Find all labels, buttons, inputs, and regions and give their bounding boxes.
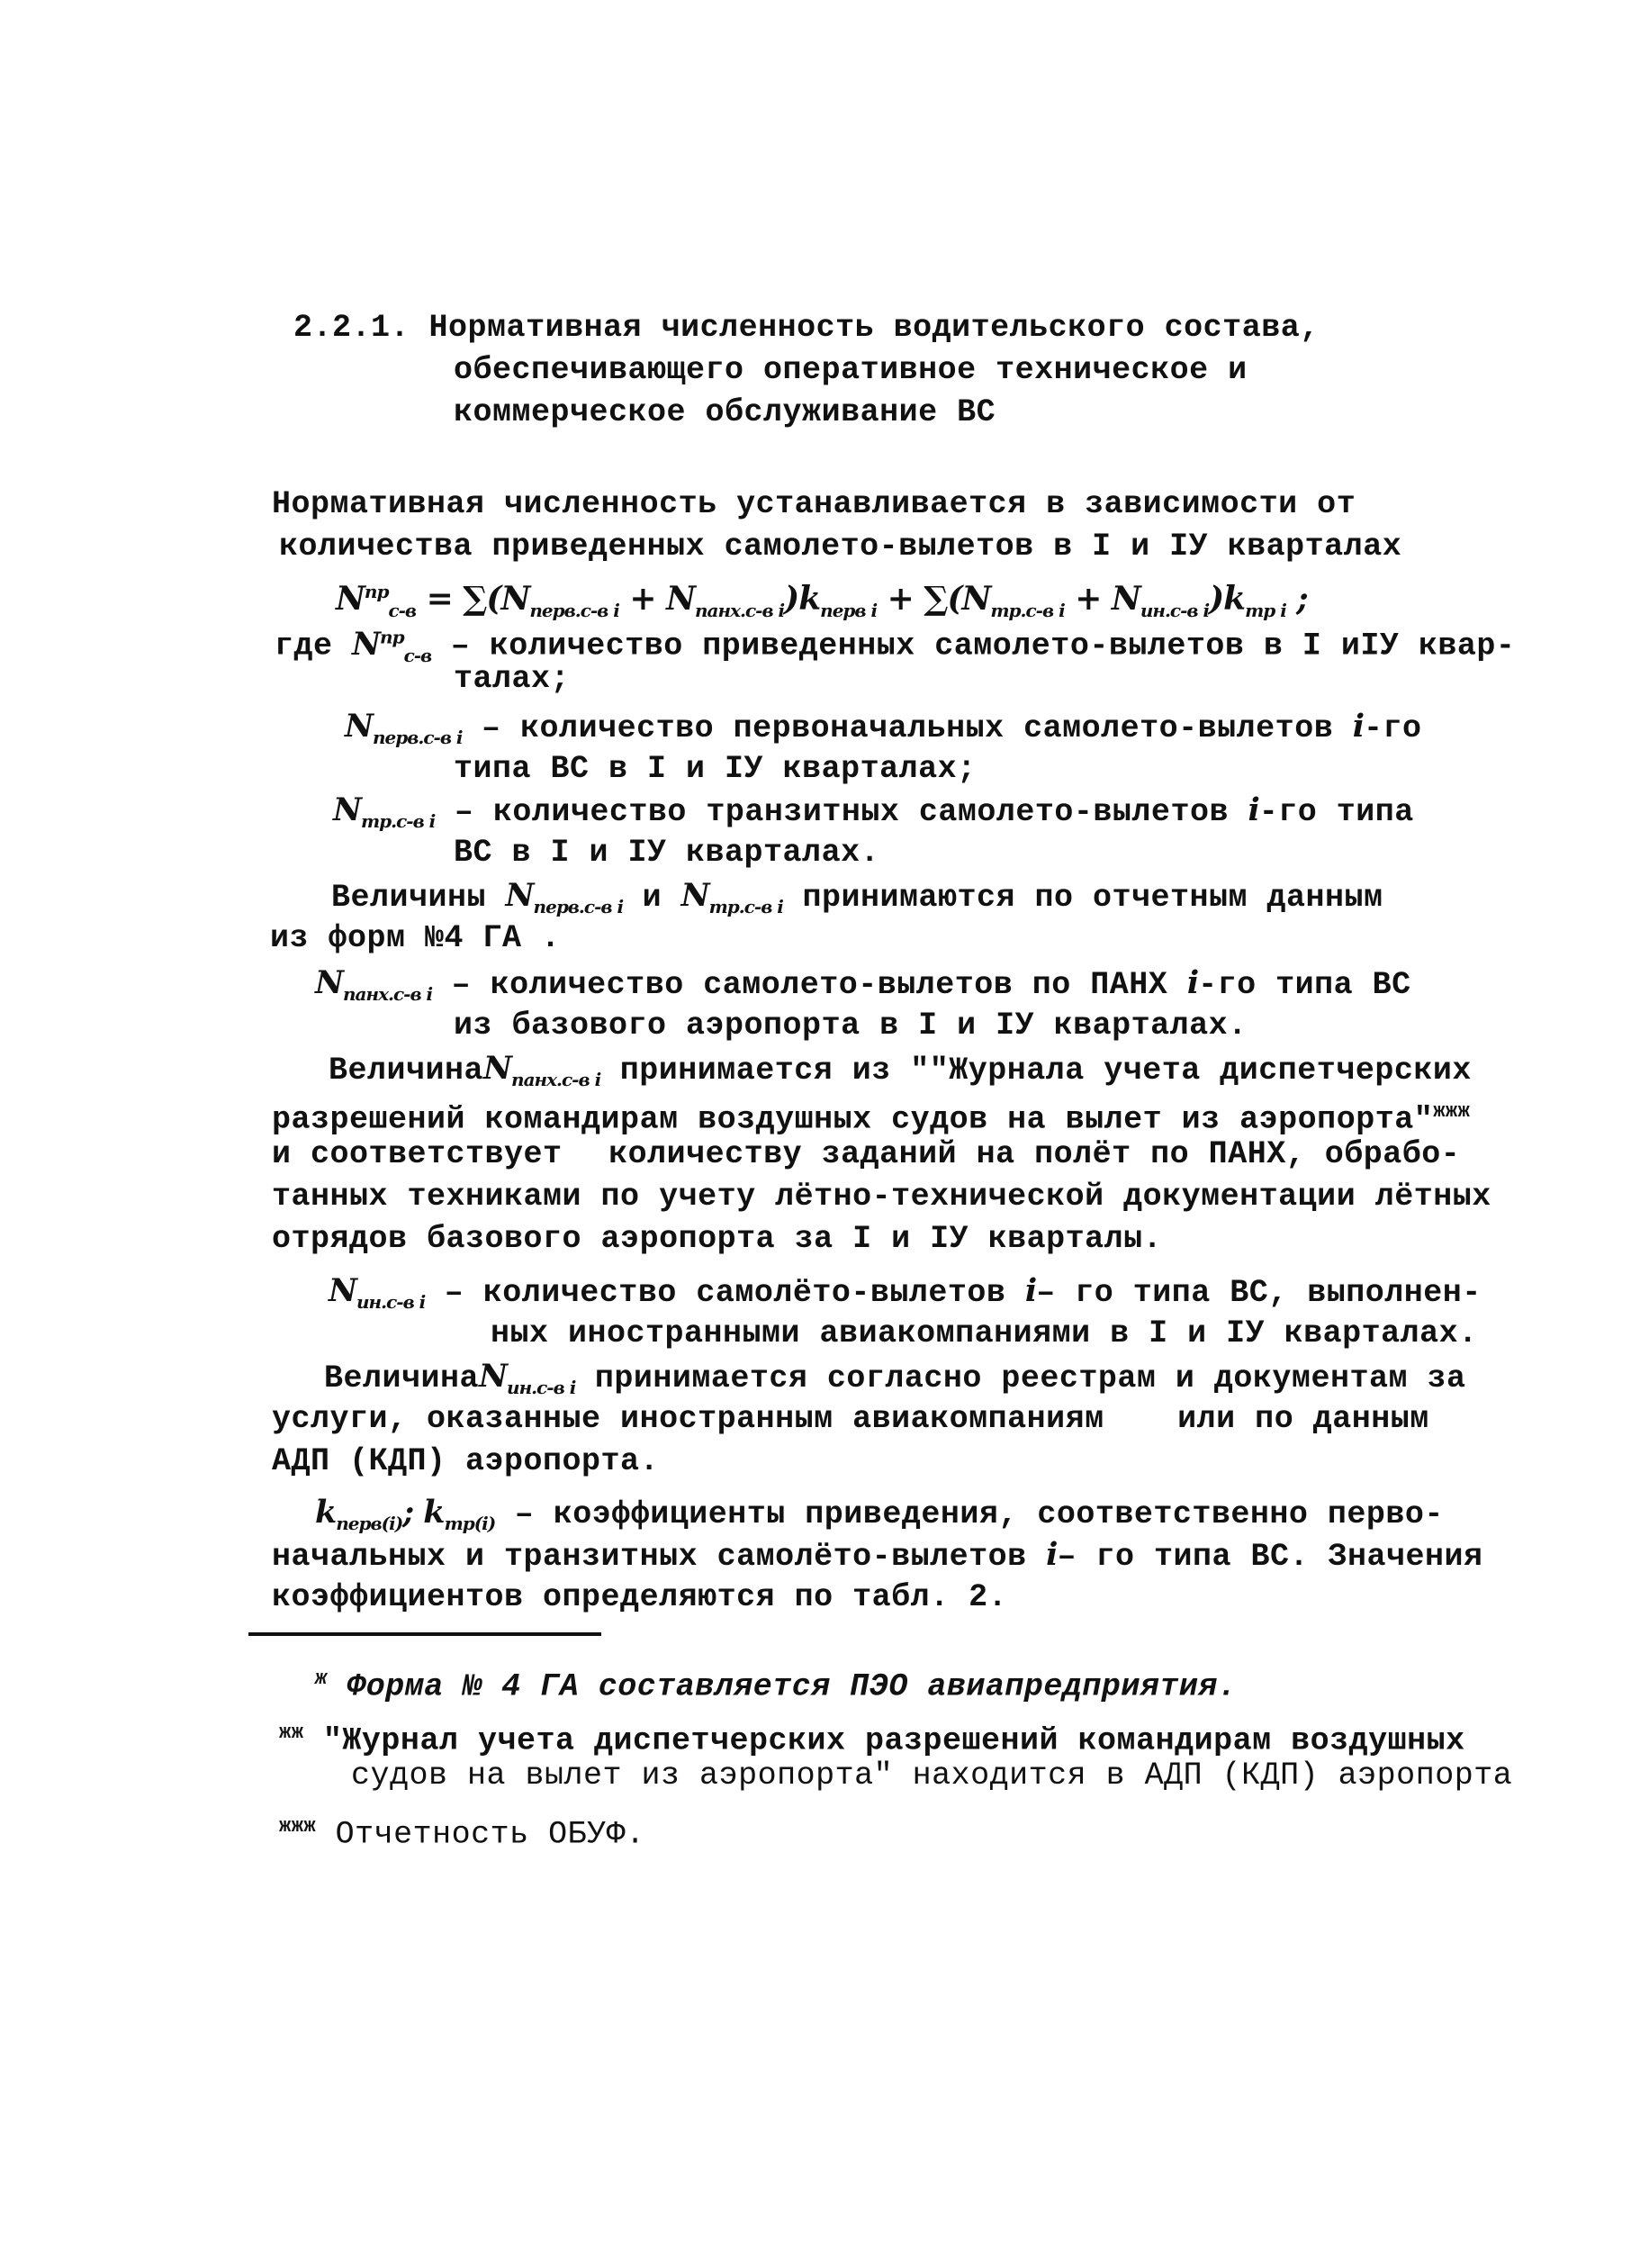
velichiny-line-1: Величины $N_{перв.с-в i}$ и $N_{тр.с-в i}$ принимаются по отчетным данным <box>331 877 1383 917</box>
def-perv-line-2: типа ВС в I и IУ кварталах; <box>454 751 977 787</box>
pankh-src-line-5: отрядов базового аэропорта за I и IУ кварталы. <box>272 1221 1163 1257</box>
def-foreign-symbol: $N_{ин.с-в i}$ <box>329 1272 426 1313</box>
where-symbol: $N^{пр}_{с-в}$ <box>352 625 432 666</box>
def-perv-symbol: $N_{перв.с-в i}$ <box>345 708 463 748</box>
def-foreign-line-1: $N_{ин.с-в i}$ – количество самолёто-вылетов i– го типа ВС, выполнен- <box>329 1272 1482 1313</box>
def-coef-line-3: коэффициентов определяются по табл. 2. <box>272 1579 1008 1615</box>
foreign-src-line-2: услуги, оказанные иностранным авиакомпаниям или по данным <box>272 1401 1429 1437</box>
pankh-src-line-1: ВеличинаN$_{панх.с-в i}$ принимается из ""Журнала учета диспетчерских <box>329 1050 1472 1090</box>
def-foreign-line-2: ных иностранными авиакомпаниями в I и IУ кварталах. <box>491 1315 1478 1351</box>
def-tr-symbol: $N_{тр.с-в i}$ <box>333 791 436 832</box>
def-coef-line-1: $k_{перв(i)}$; $k_{тр(i)}$ – коэффициенты приведения, соответственно перво- <box>315 1494 1444 1534</box>
def-tr-line-1: $N_{тр.с-в i}$ – количество транзитных самолето-вылетов i-го типа <box>333 791 1414 832</box>
def-perv-line-1: $N_{перв.с-в i}$ – количество первоначальных самолето-вылетов i-го <box>345 708 1422 748</box>
formula: $N^{пр}_{с-в} = \sum(N_{перв.с-в i} + N_{панх.с-в i})k_{перв i} + \sum(N_{тр.с-в i} + N_{ин.с-в i})k_{тр i}$ ; <box>336 580 1308 622</box>
velichiny-line-2: из форм №4 ГА . <box>270 920 561 956</box>
pankh-src-line-3: и соответствует количеству заданий на полёт по ПАНХ, обрабо- <box>272 1136 1461 1172</box>
heading-line-2: обеспечивающего оперативное техническое и <box>454 352 1248 388</box>
heading-line-1 <box>293 308 1320 348</box>
pankh-src-line-2: разрешений командирам воздушных судов на вылет из аэропорта"$^{жжж}$ <box>272 1100 1471 1138</box>
def-coef-symbol: $k_{перв(i)}$; $k_{тр(i)}$ <box>315 1494 496 1534</box>
pankh-src-line-4: танных техниками по учету лётно-технической документации лётных <box>272 1179 1491 1215</box>
def-coef-line-2: начальных и транзитных самолёто-вылетов i– го типа ВС. Значения <box>272 1536 1483 1575</box>
footnote-1: $^ж$ Форма № 4 ГА составляется ПЭО авиапредприятия. <box>315 1667 1238 1705</box>
def-tr-line-2: ВС в I и IУ кварталах. <box>454 835 880 871</box>
def-pankh-line-1: $N_{панх.с-в i}$ – количество самолето-вылетов по ПАНХ i-го типа ВС <box>315 964 1411 1005</box>
where-label: где <box>275 628 333 664</box>
where-text-1: – количество приведенных самолето-вылетов в I иIУ квар- <box>450 628 1516 664</box>
foreign-src-line-3: АДП (КДП) аэропорта. <box>272 1443 660 1479</box>
heading-text-1: Нормативная численность водительского состава, <box>428 310 1320 346</box>
where-line-2: талах; <box>454 661 571 697</box>
def-pankh-line-2: из базового аэропорта в I и IУ кварталах. <box>454 1007 1248 1044</box>
foreign-src-line-1: ВеличинаN$_{ин.с-в i}$ принимается согласно реестрам и документам за <box>324 1358 1466 1398</box>
heading-line-3: коммерческое обслуживание ВС <box>454 394 996 430</box>
footnote-2-line-1: $^{жж}$ "Журнал учета диспетчерских разрешений командирам воздушных <box>279 1721 1465 1759</box>
def-pankh-symbol: $N_{панх.с-в i}$ <box>315 964 433 1005</box>
footnote-2-line-2: судов на вылет из аэропорта" находится в АДП (КДП) аэропорта <box>351 1757 1513 1794</box>
intro-line-2: количества приведенных самолето-вылетов в I и IУ кварталах <box>279 529 1402 565</box>
intro-line-1: Нормативная численность устанавливается в зависимости от <box>272 486 1356 522</box>
footnote-divider <box>248 1632 601 1636</box>
footnote-3: $^{жжж}$ Отчетность ОБУФ. <box>279 1815 645 1853</box>
heading-number: 2.2.1. <box>293 310 410 346</box>
